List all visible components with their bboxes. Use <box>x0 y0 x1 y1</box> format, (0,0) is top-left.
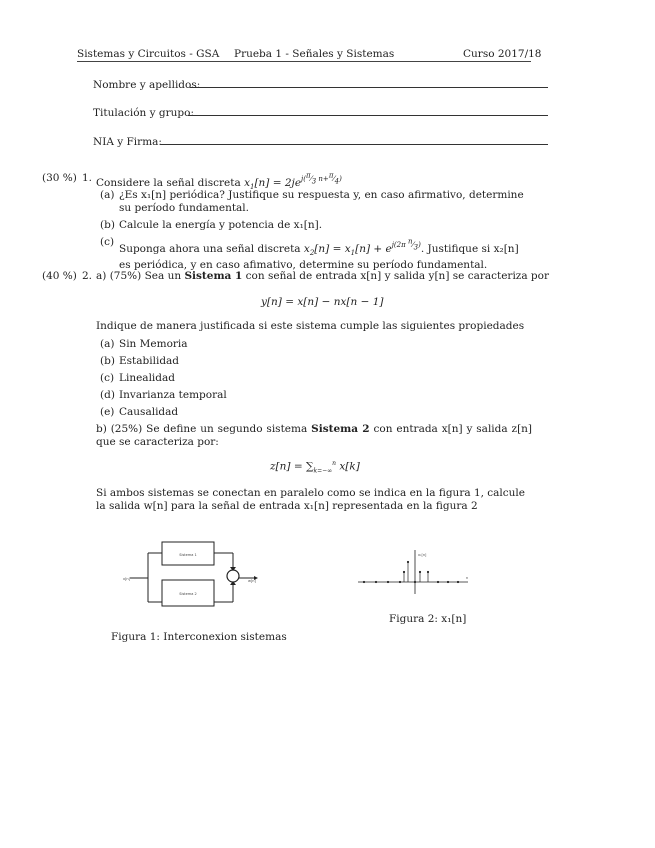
q2b-system2: Sistema 2 <box>311 423 370 435</box>
fig2-ylabel: x₁[n] <box>418 553 427 557</box>
q2-prop-text-c: Linealidad <box>119 372 175 384</box>
q2b-text-end: con entrada x[n] y salida z[n] que se caracteriza por: <box>96 423 533 448</box>
q1c-text-start: Suponga ahora una señal discreta <box>119 242 301 255</box>
q2-prop-text-d: Invarianza temporal <box>119 389 227 401</box>
q1b-label: (b) <box>100 219 115 231</box>
q2-weight: (40 %) <box>42 270 77 282</box>
q1c-formula: $x_2[n] = x_1[n] + e^{j(2\pi ^n⁄_3)}$ <box>303 238 421 257</box>
q2-prop-label-e: (e) <box>100 406 115 418</box>
q2a-text-end: con señal de entrada x[n] y salida y[n] se caracteriza por <box>245 270 549 282</box>
fig2-point-5 <box>407 561 409 563</box>
fig2-point-9 <box>437 581 439 583</box>
q2b-text-start: b) (25%) Se define un segundo sistema <box>96 423 308 435</box>
fig1-sum-node <box>227 570 239 582</box>
header-year: Curso 2017/18 <box>463 48 542 60</box>
q2-prop-label-c: (c) <box>100 372 115 384</box>
name-field-line[interactable] <box>190 87 548 88</box>
fig2-point-3 <box>399 581 401 583</box>
fig2-point-6 <box>414 581 416 583</box>
q2-prop-label-d: (d) <box>100 389 115 401</box>
q1a-label: (a) <box>100 189 115 201</box>
q2a-system1: Sistema 1 <box>184 270 243 282</box>
header-rule <box>77 61 531 62</box>
q1c-label: (c) <box>100 236 115 248</box>
q1-number: 1. <box>82 172 93 184</box>
name-field-label: Nombre y apellidos: <box>93 79 201 91</box>
fig2-point-8 <box>427 571 429 573</box>
q1-signal-formula: $x_1[n] = 2je^{j(^\pi⁄_3 n+^\pi⁄_4)}$ <box>244 172 342 191</box>
fig2-point-1 <box>375 581 377 583</box>
fig2-point-11 <box>457 581 459 583</box>
fig2-point-10 <box>447 581 449 583</box>
fig2-xlabel: n <box>466 576 469 580</box>
header-course-name: Sistemas y Circuitos - GSA <box>77 48 220 60</box>
figure2-caption: Figura 2: x₁[n] <box>389 613 467 625</box>
fig2-point-4 <box>403 571 405 573</box>
nia-field-label: NIA y Firma: <box>93 136 162 148</box>
degree-field-label: Titulación y grupo: <box>93 107 194 119</box>
fig2-point-2 <box>387 581 389 583</box>
fig2-stems <box>363 561 459 583</box>
q2-equation2-term: x[k] <box>339 460 360 473</box>
fig1-input-label: x[n] <box>123 577 131 581</box>
q2-prop-label-a: (a) <box>100 338 115 350</box>
q2-prop-text-e: Causalidad <box>119 406 179 418</box>
q1c-text-end: . Justifique si x₂[n] es periódica, y en caso afimativo, determine su período fundamental. <box>119 242 519 272</box>
q2-indique: Indique de manera justificada si este sistema cumple las siguientes propiedades <box>96 320 525 332</box>
fig1-output-label: w[n] <box>248 579 256 583</box>
q2-equation2: $z[n] = \sum_{k=-\infty}^n$ x[k] <box>270 460 360 475</box>
header-exam-title: Prueba 1 - Señales y Sistemas <box>234 48 395 60</box>
q2-prop-text-a: Sin Memoria <box>119 338 188 350</box>
q2b-statement <box>96 423 532 448</box>
fig2-point-7 <box>419 571 421 573</box>
degree-field-line[interactable] <box>188 115 548 116</box>
nia-field-line[interactable] <box>160 144 548 145</box>
q1a-text: ¿Es x₁[n] periódica? Justifique su respuesta y, en caso afirmativo, determine su período fundamental. <box>119 189 524 214</box>
figure1-block-diagram <box>120 538 265 610</box>
q2-parallel-text: Si ambos sistemas se conectan en paralelo como se indica en la figura 1, calcule la salida w[n] para la señal de entrada x₁[n] representada en la figura 2 <box>96 487 526 512</box>
q2a-statement <box>96 270 549 282</box>
figure2-stem-plot <box>352 545 474 595</box>
q1-intro-text: Considere la señal discreta <box>96 176 241 189</box>
q1-weight: (30 %) <box>42 172 77 184</box>
fig1-system1-label: Sistema 1 <box>179 553 197 557</box>
fig2-point-0 <box>363 581 365 583</box>
q1b-text: Calcule la energía y potencia de x₁[n]. <box>119 219 323 231</box>
q1c-text <box>119 236 533 272</box>
q2a-text-start: a) (75%) Sea un <box>96 270 182 282</box>
q2-prop-text-b: Estabilidad <box>119 355 180 367</box>
fig1-system2-label: Sistema 2 <box>179 592 197 596</box>
q2-equation2-sum: z[n] = ∑ <box>270 460 314 473</box>
q2-equation1: y[n] = x[n] − nx[n − 1] <box>261 296 384 308</box>
figure1-caption: Figura 1: Interconexion sistemas <box>111 631 287 643</box>
q2-number: 2. <box>82 270 93 282</box>
q2-prop-label-b: (b) <box>100 355 115 367</box>
